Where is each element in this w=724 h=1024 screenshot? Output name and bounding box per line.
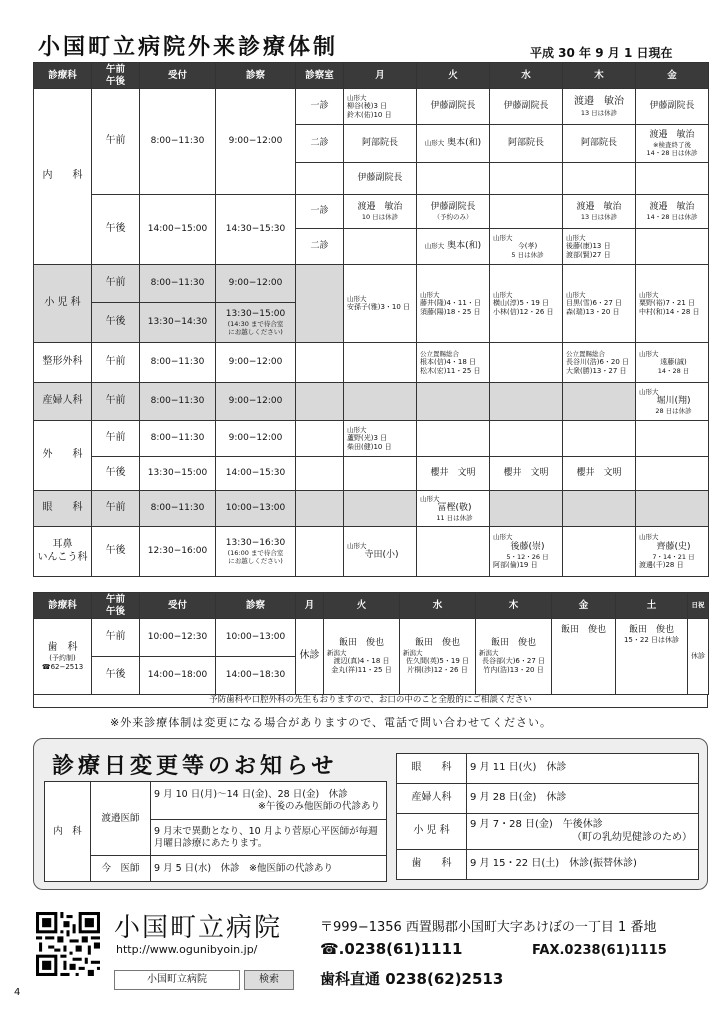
notice-sanfu-dept: 産婦人科 <box>397 784 467 814</box>
shonika-wed: 山形大 横山(淳)5・19 日 小林(信)12・26 日 <box>490 265 563 343</box>
geka-pm-thu: 櫻井 文明 <box>563 457 636 491</box>
seikei-shinsatsu: 9:00−12:00 <box>216 343 296 383</box>
shonika-am-shinsatsu: 9:00−12:00 <box>216 265 296 303</box>
naika-r2-mon: 阿部院長 <box>344 125 417 163</box>
notice-ganka-dept: 眼 科 <box>397 754 467 784</box>
geka-am-shinsatsu: 9:00−12:00 <box>216 421 296 457</box>
geka-mon: 山形大 蘆野(光)3 日 柴田(健)10 日 <box>344 421 417 457</box>
naika-r2-thu: 阿部院長 <box>563 125 636 163</box>
naika-p1-tue: 伊藤副院長 （予約のみ） <box>417 195 490 229</box>
notice-doc1-transfer: 9 月末で異動となり、10 月より菅原心平医師が毎週月曜日診療にあたります。 <box>151 820 387 856</box>
dental-fri: 飯田 俊也 <box>552 619 616 695</box>
hospital-address: 〒999−1356 西置賜郡小国町大字あけぼの一丁目 1 番地 <box>320 920 657 935</box>
naika-am: 午前 <box>92 89 140 195</box>
page-title: 小国町立病院外来診療体制 <box>38 35 339 60</box>
dept-ganka: 眼 科 <box>34 491 92 527</box>
shonika-pm: 午後 <box>92 303 140 343</box>
header-thu: 木 <box>563 63 636 89</box>
header-fri: 金 <box>636 63 709 89</box>
dental-pm: 午後 <box>92 657 140 695</box>
dental-mon: 休診 <box>296 619 324 695</box>
header-mon: 月 <box>344 63 417 89</box>
naika-p2-wed: 山形大 今(孝) 5 日は休診 <box>490 229 563 265</box>
jibi-shinsatsu: 13:30−16:30 (16:00 まで待合室 にお越しください) <box>216 527 296 577</box>
dental-am-uketsuke: 10:00−12:30 <box>140 619 216 657</box>
dental-am: 午前 <box>92 619 140 657</box>
dental-header-mon: 月 <box>296 593 324 619</box>
dental-header-uketsuke: 受付 <box>140 593 216 619</box>
naika-r3-mon: 伊藤副院長 <box>344 163 417 195</box>
naika-p1-fri: 渡邉 敏治 14・28 日は休診 <box>636 195 709 229</box>
dental-wed: 飯田 俊也 新潟大 佐久間(英)5・19 日 片桐(渉)12・26 日 <box>400 619 476 695</box>
dental-header-ampm: 午前 午後 <box>92 593 140 619</box>
notice-other-table <box>396 753 699 880</box>
naika-room3 <box>296 163 344 195</box>
notice-doc2: 今 医師 <box>91 856 151 882</box>
ganka-am: 午前 <box>92 491 140 527</box>
seikei-tue: 公立置賜総合 根本(信)4・18 日 松木(宏)11・25 日 <box>417 343 490 383</box>
hospital-tel: ☎.0238(61)1111 <box>320 940 463 958</box>
dental-header-sat: 土 <box>616 593 688 619</box>
notice-ganka-text: 9 月 11 日(火) 休診 <box>467 754 699 784</box>
notice-sanfu-text: 9 月 28 日(金) 休診 <box>467 784 699 814</box>
naika-r1-thu: 渡邉 敏治 13 日は休診 <box>563 89 636 125</box>
notice-dental-text: 9 月 15・22 日(土) 休診(振替休診) <box>467 850 699 880</box>
ganka-shinsatsu: 10:00−13:00 <box>216 491 296 527</box>
geka-pm-tue: 櫻井 文明 <box>417 457 490 491</box>
sanfu-shinsatsu: 9:00−12:00 <box>216 383 296 421</box>
dental-pm-uketsuke: 14:00−18:00 <box>140 657 216 695</box>
shonika-tue: 山形大 藤井(隆)4・11・日 須藤(陽)18・25 日 <box>417 265 490 343</box>
naika-r2-tue: 山形大 奥本(和) <box>417 125 490 163</box>
naika-room2: 二診 <box>296 125 344 163</box>
jibi-pm: 午後 <box>92 527 140 577</box>
naika-r2-wed: 阿部院長 <box>490 125 563 163</box>
naika-r1-fri: 伊藤副院長 <box>636 89 709 125</box>
naika-am-shinsatsu: 9:00−12:00 <box>216 89 296 195</box>
naika-pm-room2: 二診 <box>296 229 344 265</box>
dept-geka: 外 科 <box>34 421 92 491</box>
shonika-mon: 山形大 安孫子(雅)3・10 日 <box>344 265 417 343</box>
ganka-uketsuke: 8:00−11:30 <box>140 491 216 527</box>
notice-shonika-text: 9 月 7・28 日(金) 午後休診 （町の乳幼児健診のため） <box>467 814 699 850</box>
notice-doc1-text: 9 月 10 日(月)〜14 日(金)、28 日(金) 休診 ※午後のみ他医師の代診あり <box>151 782 387 820</box>
geka-am: 午前 <box>92 421 140 457</box>
dental-thu: 飯田 俊也 新潟大 長谷部(大)6・27 日 竹内(浩)13・20 日 <box>476 619 552 695</box>
search-button[interactable]: 検索 <box>244 970 294 990</box>
header-wed: 水 <box>490 63 563 89</box>
naika-am-uketsuke: 8:00−11:30 <box>140 89 216 195</box>
dental-am-shinsatsu: 10:00−13:00 <box>216 619 296 657</box>
notice-doc2-text: 9 月 5 日(水) 休診 ※他医師の代診あり <box>151 856 387 882</box>
naika-p2-thu: 山形大 後藤(康)13 日 渡部(賢)27 日 <box>563 229 636 265</box>
naika-pm: 午後 <box>92 195 140 265</box>
header-shinsatsu: 診察 <box>216 63 296 89</box>
jibi-fri: 山形大 齊藤(史) 7・14・21 日 渡邊(千)28 日 <box>636 527 709 577</box>
geka-pm-wed: 櫻井 文明 <box>490 457 563 491</box>
dept-naika: 内 科 <box>34 89 92 265</box>
dental-sat: 飯田 俊也 15・22 日は休診 <box>616 619 688 695</box>
seikei-fri: 山形大 遠藤(誠) 14・28 日 <box>636 343 709 383</box>
naika-room1: 一診 <box>296 89 344 125</box>
header-uketsuke: 受付 <box>140 63 216 89</box>
naika-r1-wed: 伊藤副院長 <box>490 89 563 125</box>
dental-header-wed: 水 <box>400 593 476 619</box>
qr-code-icon <box>36 912 100 976</box>
naika-pm-uketsuke: 14:00−15:00 <box>140 195 216 265</box>
notice-dental-dept: 歯 科 <box>397 850 467 880</box>
shonika-thu: 山形大 目黒(雪)6・27 日 森(瑞)13・20 日 <box>563 265 636 343</box>
dental-header-shinsatsu: 診察 <box>216 593 296 619</box>
sanfu-uketsuke: 8:00−11:30 <box>140 383 216 421</box>
jibi-wed: 山形大 後藤(崇) 5・12・26 日 阿部(倫)19 日 <box>490 527 563 577</box>
naika-pm-shinsatsu: 14:30−15:30 <box>216 195 296 265</box>
dental-sun: 休診 <box>688 619 709 695</box>
dept-seikei: 整形外科 <box>34 343 92 383</box>
dental-header-tue: 火 <box>324 593 400 619</box>
shonika-am: 午前 <box>92 265 140 303</box>
notice-naika-dept: 内 科 <box>45 782 91 882</box>
notice-doc1: 渡邉医師 <box>91 782 151 856</box>
seikei-uketsuke: 8:00−11:30 <box>140 343 216 383</box>
naika-p1-thu: 渡邉 敏治 13 日は休診 <box>563 195 636 229</box>
sanfu-fri: 山形大 堀川(翔) 28 日は休診 <box>636 383 709 421</box>
naika-p1-mon: 渡邉 敏治 10 日は休診 <box>344 195 417 229</box>
notice-shonika-dept: 小 児 科 <box>397 814 467 850</box>
notice-box <box>33 738 708 890</box>
hospital-url[interactable]: http://www.ogunibyoin.jp/ <box>116 943 258 956</box>
header-room: 診察室 <box>296 63 344 89</box>
dept-sanfu: 産婦人科 <box>34 383 92 421</box>
shonika-pm-shinsatsu: 13:30−15:00 (14:30 まで待合室 にお越しください) <box>216 303 296 343</box>
dental-pm-shinsatsu: 14:00−18:30 <box>216 657 296 695</box>
geka-pm-shinsatsu: 14:00−15:30 <box>216 457 296 491</box>
notice-title: 診療日変更等のお知らせ <box>52 754 338 779</box>
dental-schedule-table <box>33 592 709 695</box>
hospital-name: 小国町立病院 <box>114 913 283 943</box>
seikei-am: 午前 <box>92 343 140 383</box>
jibi-mon: 山形大 寺田(小) <box>344 527 417 577</box>
jibi-uketsuke: 12:30−16:00 <box>140 527 216 577</box>
dental-tue: 飯田 俊也 新潟大 渡辺(真)4・18 日 金丸(祥)11・25 日 <box>324 619 400 695</box>
shonika-am-uketsuke: 8:00−11:30 <box>140 265 216 303</box>
seikei-thu: 公立置賜総合 長谷川(浩)6・20 日 大衆(勝)13・27 日 <box>563 343 636 383</box>
page-number: 4 <box>14 987 21 998</box>
dept-jibi: 耳鼻 いんこう科 <box>34 527 92 577</box>
schedule-warning: ※外来診療体制は変更になる場合がありますので、電話で問い合わせてください。 <box>110 716 552 729</box>
geka-pm-uketsuke: 13:30−15:00 <box>140 457 216 491</box>
hospital-fax: FAX.0238(61)1115 <box>532 943 667 958</box>
dental-tel: 歯科直通 0238(62)2513 <box>320 970 504 988</box>
as-of-date: 平成 30 年 9 月 1 日現在 <box>530 46 673 60</box>
dept-shonika: 小 児 科 <box>34 265 92 343</box>
header-dept: 診療科 <box>34 63 92 89</box>
naika-r1-mon: 山形大 柳谷(稜)3 日 鈴木(佑)10 日 <box>344 89 417 125</box>
outpatient-schedule-table <box>33 62 709 577</box>
naika-pm-room1: 一診 <box>296 195 344 229</box>
naika-r2-fri: 渡邉 敏治 ※検査終了後 14・28 日は休診 <box>636 125 709 163</box>
geka-pm: 午後 <box>92 457 140 491</box>
dept-dental: 歯 科 (予約制) ☎62−2513 <box>34 619 92 695</box>
header-ampm: 午前 午後 <box>92 63 140 89</box>
header-tue: 火 <box>417 63 490 89</box>
sanfu-am: 午前 <box>92 383 140 421</box>
dental-header-sun: 日祝 <box>688 593 709 619</box>
dental-header-thu: 木 <box>476 593 552 619</box>
shonika-fri: 山形大 粟野(裕)7・21 日 中村(和)14・28 日 <box>636 265 709 343</box>
dental-note: 予防歯科や口腔外科の先生もおりますので、お口の中のこと全般的にご相談ください <box>33 694 708 708</box>
shonika-pm-uketsuke: 13:30−14:30 <box>140 303 216 343</box>
ganka-tue: 山形大 冨樫(敬) 11 日は休診 <box>417 491 490 527</box>
naika-p2-tue: 山形大 奥本(和) <box>417 229 490 265</box>
notice-naika-table <box>44 781 387 882</box>
geka-am-uketsuke: 8:00−11:30 <box>140 421 216 457</box>
naika-r1-tue: 伊藤副院長 <box>417 89 490 125</box>
dental-header-fri: 金 <box>552 593 616 619</box>
search-input[interactable]: 小国町立病院 <box>114 970 240 990</box>
dental-header-dept: 診療科 <box>34 593 92 619</box>
